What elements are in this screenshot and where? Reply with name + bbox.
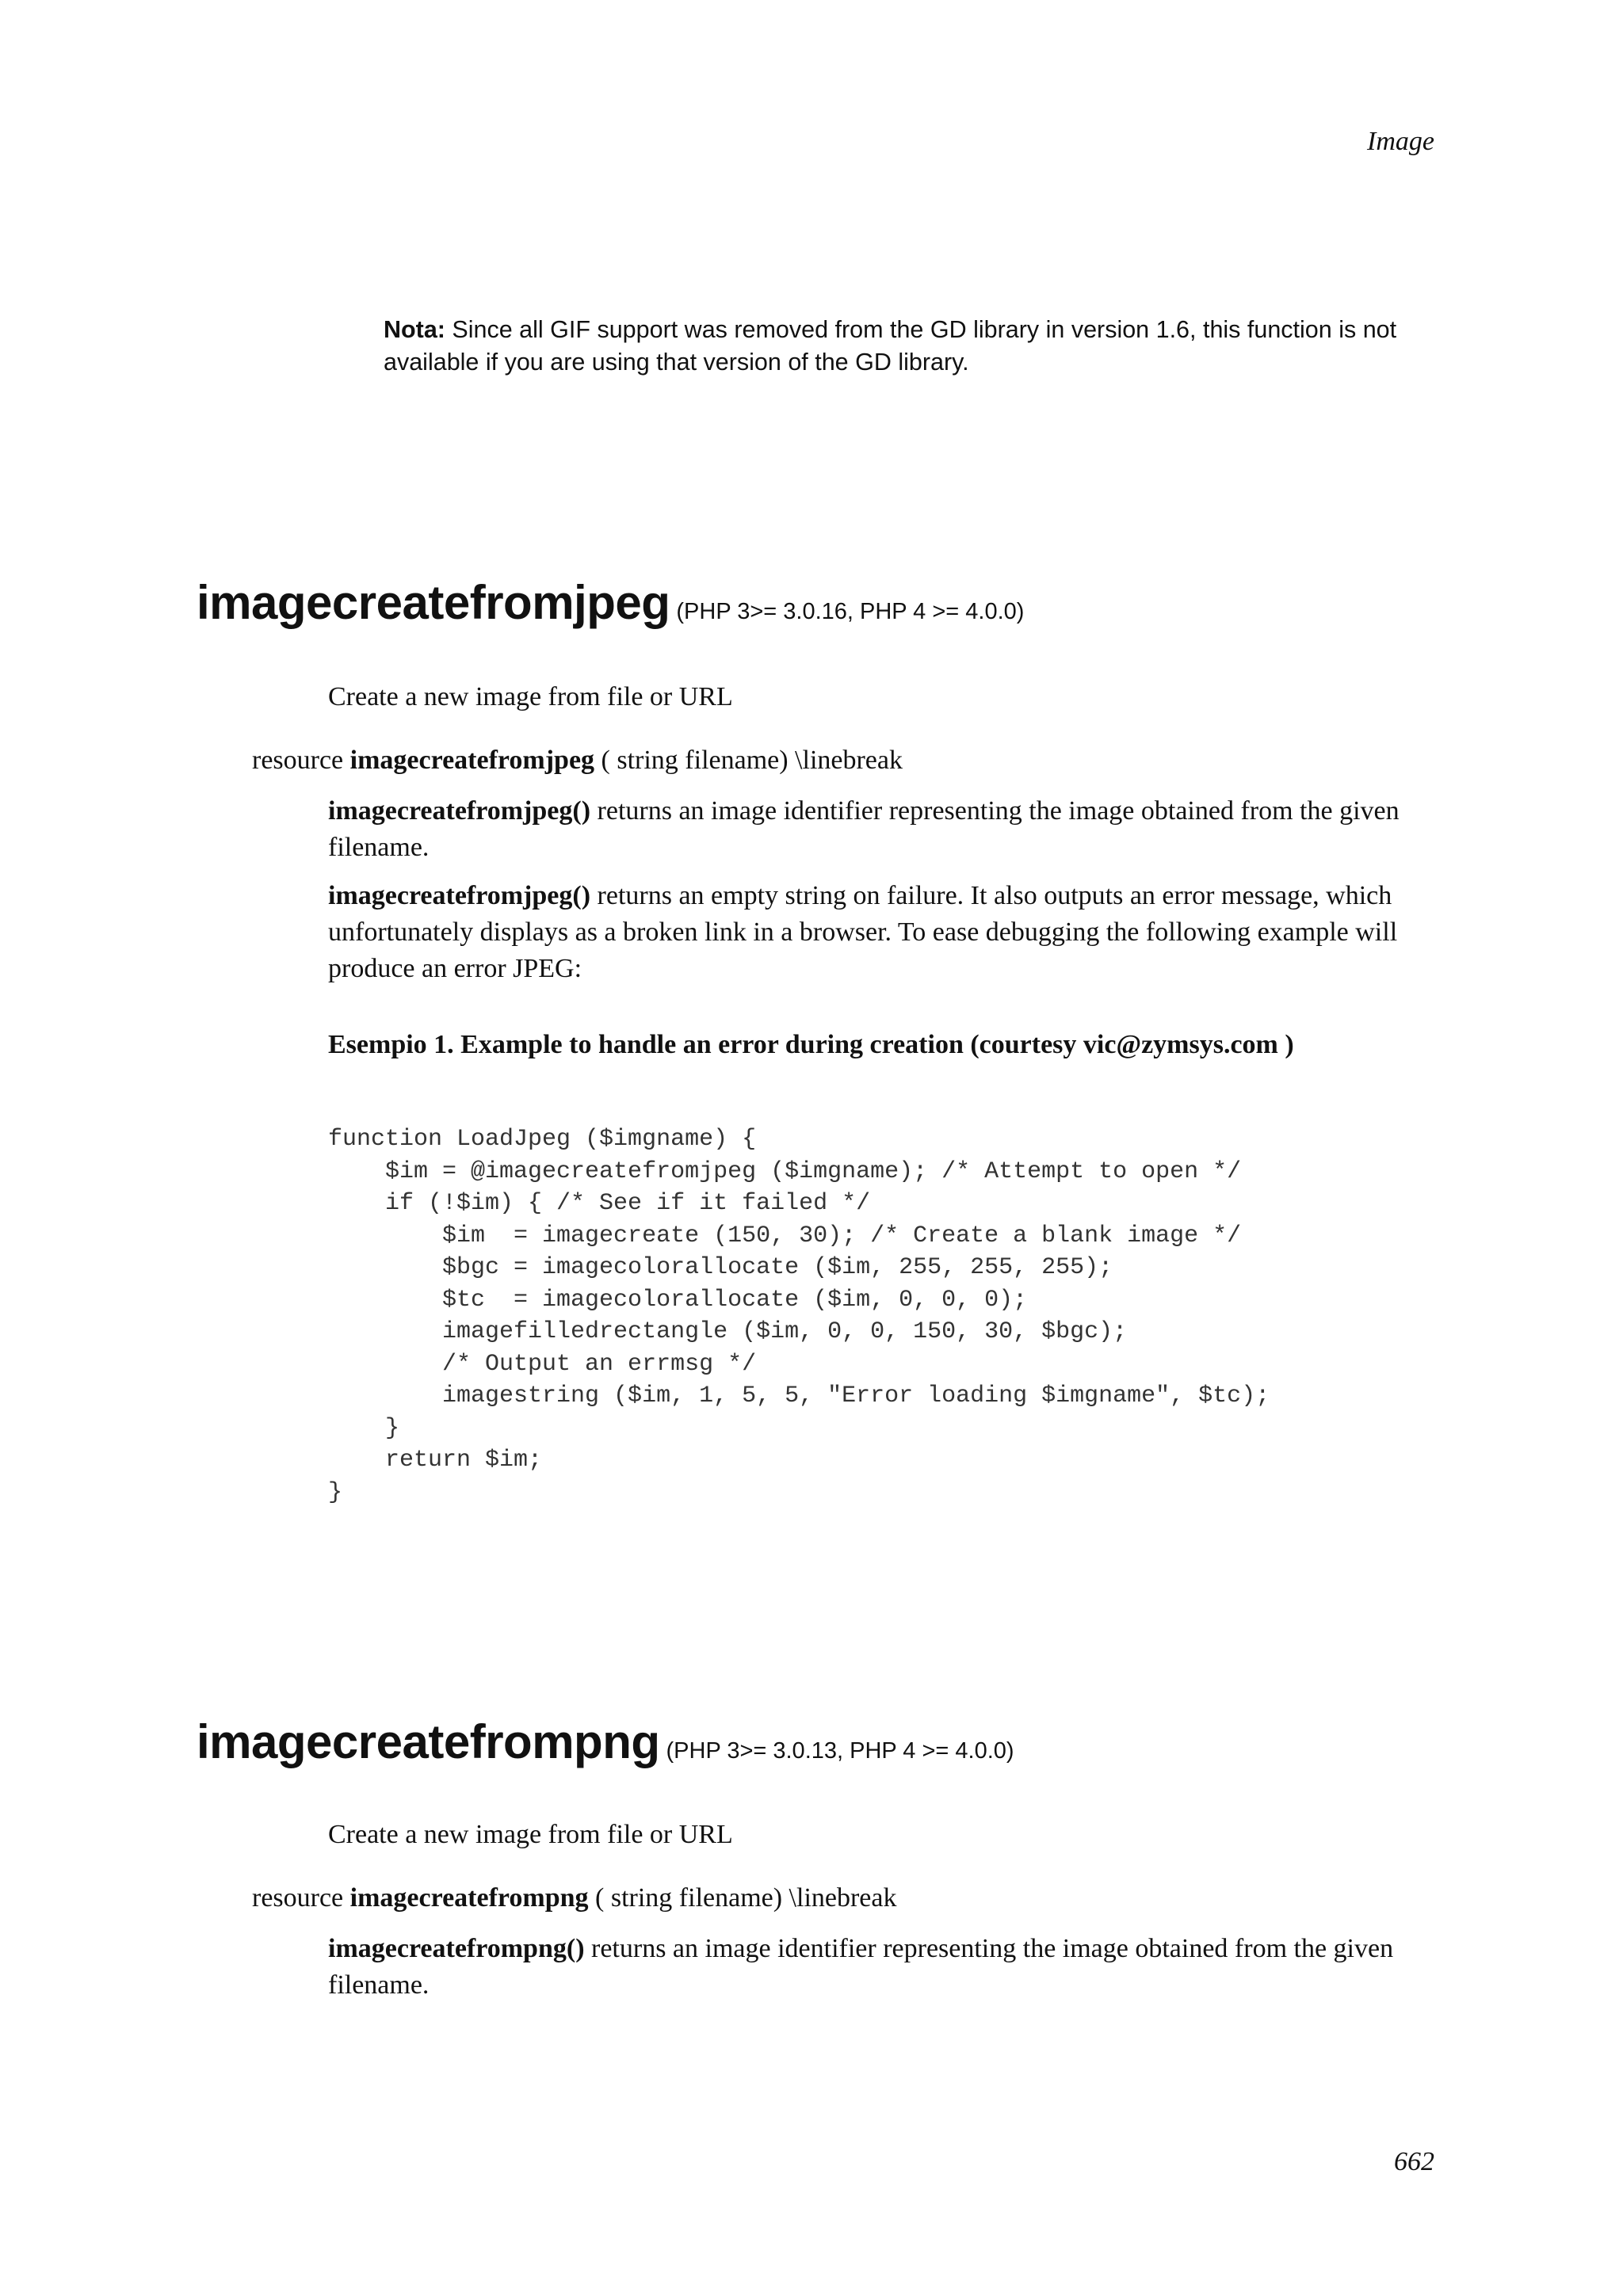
code-example: function LoadJpeg ($imgname) { $im = @imagecreatefromjpeg ($imgname); /* Attempt to open */ if (!$im) { /* See if it failed */ $im = imagecreate (150, 30); /* Create a blank image */ $bgc = imagecolorallocate ($im, 255, 255, 255); $tc = imagecolorallocate ($im, 0, 0, 0); imagefilledrectangle ($im, 0, 0, 150, 30, $bgc); /* Output an errmsg */ imagestring ($im, 1, 5, 5, "Error loading $imgname", $tc); } return $im; } (328, 1126, 1270, 1506)
png-version: (PHP 3>= 3.0.13, PHP 4 >= 4.0.0) (666, 1738, 1014, 1764)
jpeg-desc1-func: imagecreatefromjpeg() (328, 796, 591, 826)
example-title: Esempio 1. Example to handle an error during creation (courtesy vic@zymsys.com ) (328, 1030, 1294, 1059)
jpeg-function-title (197, 575, 1024, 630)
page-number: 662 (1394, 2147, 1434, 2176)
jpeg-synopsis-function: imagecreatefromjpeg (349, 746, 595, 775)
jpeg-desc2-func: imagecreatefromjpeg() (328, 881, 591, 910)
jpeg-purpose: Create a new image from file or URL (328, 682, 733, 711)
jpeg-synopsis-args: ( string filename) \linebreak (594, 746, 903, 775)
jpeg-return-type: resource (252, 746, 344, 775)
png-description-1 (328, 1931, 1422, 2004)
png-function-title (197, 1714, 1014, 1769)
png-desc1-func: imagecreatefrompng() (328, 1934, 585, 1963)
note-box (384, 314, 1438, 379)
jpeg-synopsis (252, 746, 903, 776)
png-desc1-text: returns an image identifier representing the image obtained from the given filename. (328, 1934, 1394, 2000)
jpeg-version: (PHP 3>= 3.0.16, PHP 4 >= 4.0.0) (676, 599, 1025, 624)
jpeg-description-2 (328, 878, 1422, 987)
jpeg-desc1-text: returns an image identifier representing the image obtained from the given filename. (328, 796, 1400, 862)
png-purpose: Create a new image from file or URL (328, 1820, 733, 1849)
jpeg-desc2-text: returns an empty string on failure. It also outputs an error message, which unfortunately displays as a broken link in a browser. To ease debugging the following example will produce an error JPEG: (328, 881, 1398, 983)
png-synopsis (252, 1883, 897, 1913)
running-header: Image (1367, 127, 1434, 156)
note-text: Since all GIF support was removed from the GD library in version 1.6, this function is not available if you are using that version of the GD library. (384, 316, 1397, 376)
png-return-type: resource (252, 1883, 344, 1913)
note-label: Nota: (384, 316, 445, 343)
png-synopsis-function: imagecreatefrompng (349, 1883, 589, 1913)
png-function-name: imagecreatefrompng (197, 1715, 660, 1768)
jpeg-function-name: imagecreatefromjpeg (197, 576, 670, 629)
png-synopsis-args: ( string filename) \linebreak (588, 1883, 897, 1913)
jpeg-description-1 (328, 793, 1422, 866)
